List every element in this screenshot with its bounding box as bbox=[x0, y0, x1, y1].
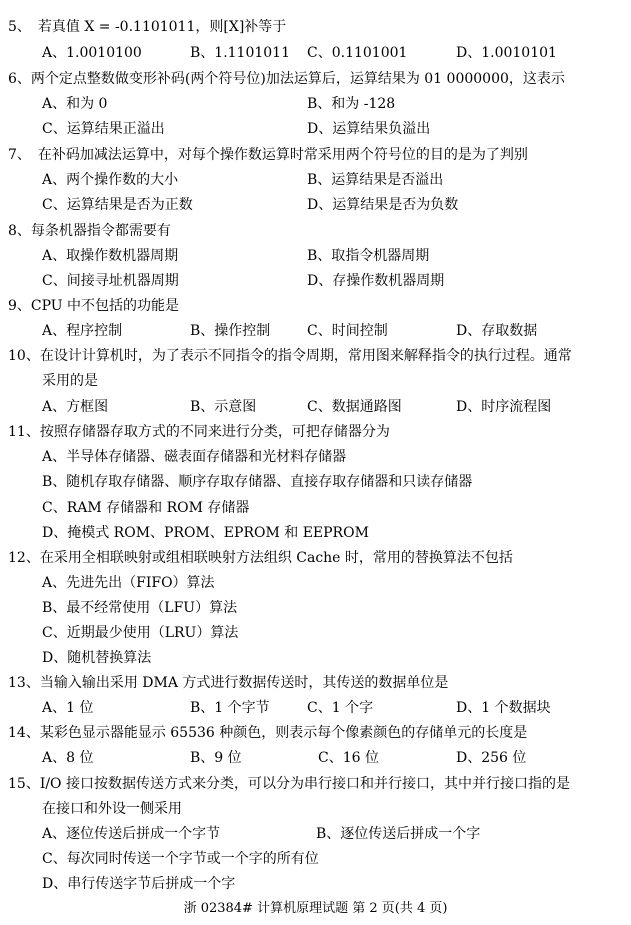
question-stem: 12、在采用全相联映射或组相联映射方法组织 Cache 时，常用的替换算法不包括 bbox=[8, 550, 513, 566]
question-stem: 5、 若真值 X = -0.1101011，则[X]补等于 bbox=[8, 19, 287, 35]
question-stem: 8、每条机器指令都需要有 bbox=[8, 223, 171, 239]
question-stem: 10、在设计计算机时，为了表示不同指令的指令周期，常用图来解释指令的执行过程。通常 bbox=[8, 348, 572, 364]
option-d: D、1.0010101 bbox=[456, 45, 557, 61]
option-d: D、随机替换算法 bbox=[42, 650, 152, 666]
option-b: B、示意图 bbox=[190, 399, 257, 415]
option-c: C、时间控制 bbox=[307, 323, 388, 339]
option-d: D、串行传送字节后拼成一个字 bbox=[42, 876, 236, 892]
option-b: B、最不经常使用（LFU）算法 bbox=[42, 600, 238, 616]
option-c: C、16 位 bbox=[318, 750, 379, 766]
option-c: C、每次同时传送一个字节或一个字的所有位 bbox=[42, 851, 319, 867]
option-b: B、1.1101011 bbox=[190, 45, 290, 61]
option-c: C、RAM 存储器和 ROM 存储器 bbox=[42, 500, 250, 516]
option-a: A、1 位 bbox=[42, 700, 94, 716]
option-d: D、运算结果负溢出 bbox=[307, 121, 431, 137]
option-c: C、近期最少使用（LRU）算法 bbox=[42, 625, 239, 641]
option-a: A、8 位 bbox=[42, 750, 94, 766]
option-d: D、时序流程图 bbox=[456, 399, 552, 415]
option-a: A、半导体存储器、磁表面存储器和光材料存储器 bbox=[42, 449, 347, 465]
option-a: A、1.0010100 bbox=[42, 45, 142, 61]
option-d: D、1 个数据块 bbox=[456, 700, 551, 716]
option-b: B、1 个字节 bbox=[190, 700, 270, 716]
option-a: A、程序控制 bbox=[42, 323, 123, 339]
option-c: C、0.1101001 bbox=[307, 45, 408, 61]
question-stem: 15、I/O 接口按数据传送方式来分类，可以分为串行接口和并行接口，其中并行接口指的是 bbox=[8, 776, 570, 792]
option-d: D、256 位 bbox=[456, 750, 527, 766]
question-stem: 6、两个定点整数做变形补码(两个符号位)加法运算后，运算结果为 01 0000000，这表示 bbox=[8, 71, 565, 87]
page-footer: 浙 02384# 计算机原理试题 第 2 页(共 4 页) bbox=[183, 901, 448, 916]
option-d: D、运算结果是否为负数 bbox=[307, 197, 459, 213]
option-b: B、运算结果是否溢出 bbox=[307, 172, 444, 188]
option-d: D、掩模式 ROM、PROM、EPROM 和 EEPROM bbox=[42, 525, 369, 541]
option-b: B、9 位 bbox=[190, 750, 242, 766]
option-c: C、间接寻址机器周期 bbox=[42, 273, 179, 289]
option-b: B、取指令机器周期 bbox=[307, 248, 430, 264]
option-a: A、取操作数机器周期 bbox=[42, 248, 179, 264]
option-a: A、先进先出（FIFO）算法 bbox=[42, 575, 215, 591]
option-b: B、随机存取存储器、顺序存取存储器、直接存取存储器和只读存储器 bbox=[42, 474, 473, 490]
option-c: C、运算结果正溢出 bbox=[42, 121, 165, 137]
option-c: C、数据通路图 bbox=[307, 399, 402, 415]
question-stem: 9、CPU 中不包括的功能是 bbox=[8, 298, 180, 314]
option-a: A、逐位传送后拼成一个字节 bbox=[42, 826, 221, 842]
option-a: A、方框图 bbox=[42, 399, 109, 415]
option-a: A、两个操作数的大小 bbox=[42, 172, 179, 188]
option-c: C、1 个字 bbox=[307, 700, 374, 716]
question-stem: 14、某彩色显示器能显示 65536 种颜色，则表示每个像素颜色的存储单元的长度是 bbox=[8, 725, 528, 741]
question-stem-continued: 在接口和外设一侧采用 bbox=[42, 801, 182, 817]
option-b: B、逐位传送后拼成一个字 bbox=[316, 826, 481, 842]
option-b: B、操作控制 bbox=[190, 323, 271, 339]
option-d: D、存取数据 bbox=[456, 323, 538, 339]
option-d: D、存操作数机器周期 bbox=[307, 273, 445, 289]
question-stem: 7、 在补码加减法运算中，对每个操作数运算时常采用两个符号位的目的是为了判别 bbox=[8, 147, 528, 163]
question-stem: 13、当输入输出采用 DMA 方式进行数据传送时，其传送的数据单位是 bbox=[8, 675, 449, 691]
question-stem-continued: 采用的是 bbox=[42, 373, 98, 389]
option-c: C、运算结果是否为正数 bbox=[42, 197, 193, 213]
question-stem: 11、按照存储器存取方式的不同来进行分类，可把存储器分为 bbox=[8, 424, 390, 440]
option-a: A、和为 0 bbox=[42, 96, 108, 112]
option-b: B、和为 -128 bbox=[307, 96, 396, 112]
